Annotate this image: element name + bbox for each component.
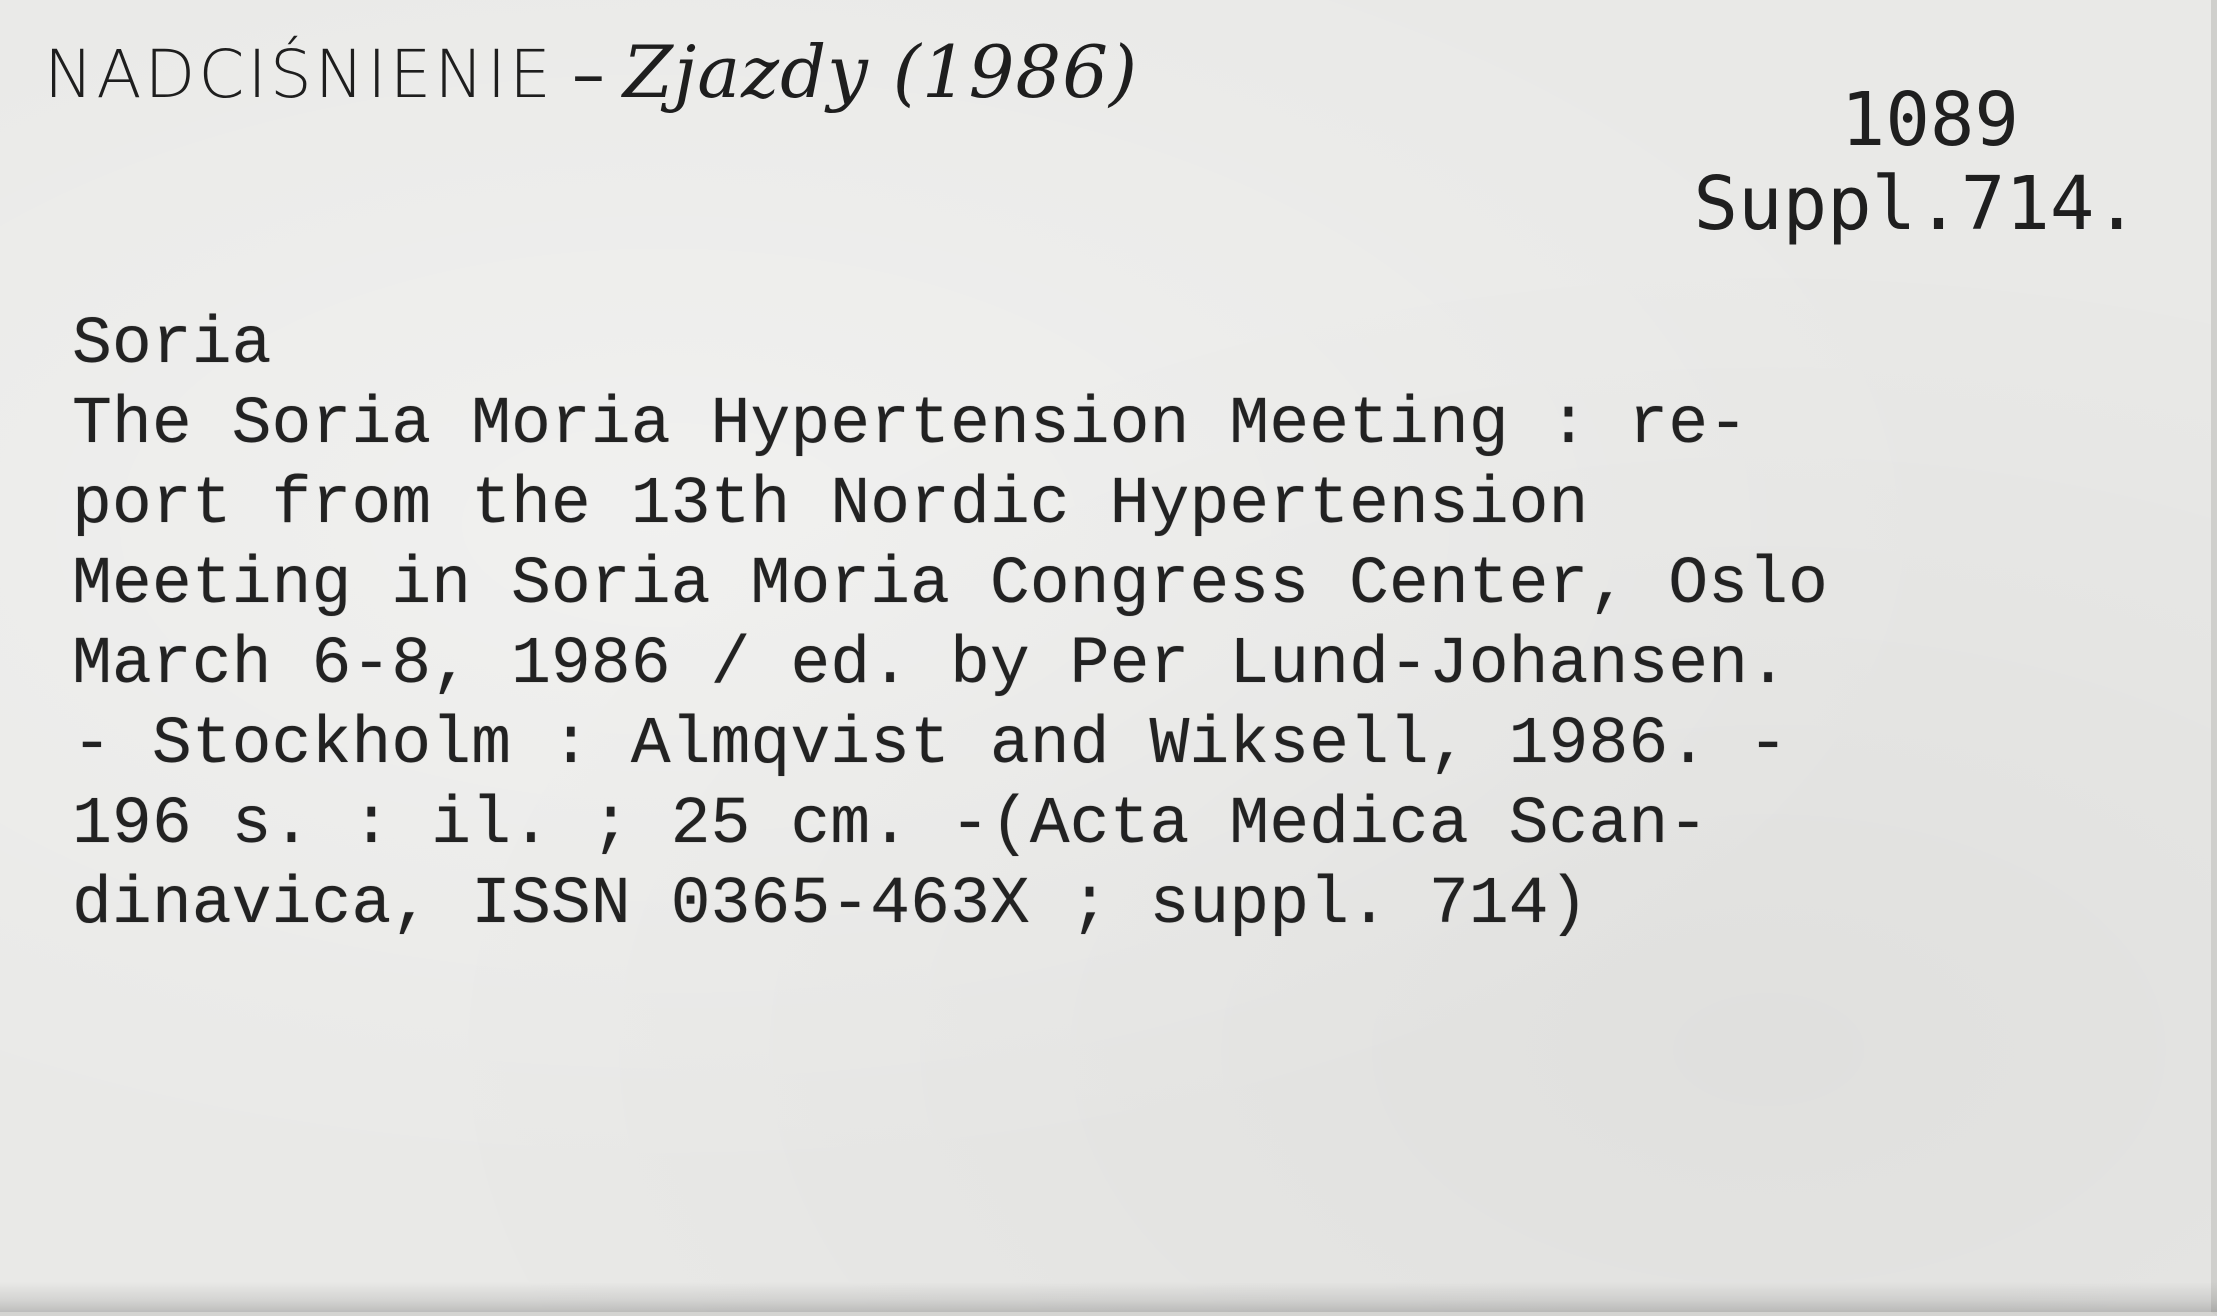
entry-line: March 6-8, 1986 / ed. by Per Lund-Johansen.	[72, 627, 1788, 702]
entry-line: The Soria Moria Hypertension Meeting : re-	[72, 387, 1749, 462]
call-number	[1693, 78, 2139, 246]
entry-line: port from the 13th Nordic Hypertension	[72, 467, 1589, 542]
entry-line: dinavica, ISSN 0365-463X ; suppl. 714)	[72, 867, 1589, 942]
bibliographic-entry	[72, 305, 1828, 945]
card-bottom-edge-smudge	[0, 1282, 2217, 1312]
entry-line: - Stockholm : Almqvist and Wiksell, 1986. -	[72, 707, 1788, 782]
subject-heading	[44, 30, 1138, 114]
entry-main-heading: Soria	[72, 307, 272, 382]
call-number-value: 1089	[1840, 77, 2019, 163]
heading-dash: –	[571, 36, 605, 113]
entry-line: Meeting in Soria Moria Congress Center, Oslo	[72, 547, 1828, 622]
subject-subdivision-handwritten: Zjazdy (1986)	[622, 30, 1139, 114]
supplement-number: Suppl.714.	[1693, 161, 2139, 247]
entry-line: 196 s. : il. ; 25 cm. -(Acta Medica Scan-	[72, 787, 1709, 862]
subject-term: NADCIŚNIENIE	[44, 36, 554, 113]
